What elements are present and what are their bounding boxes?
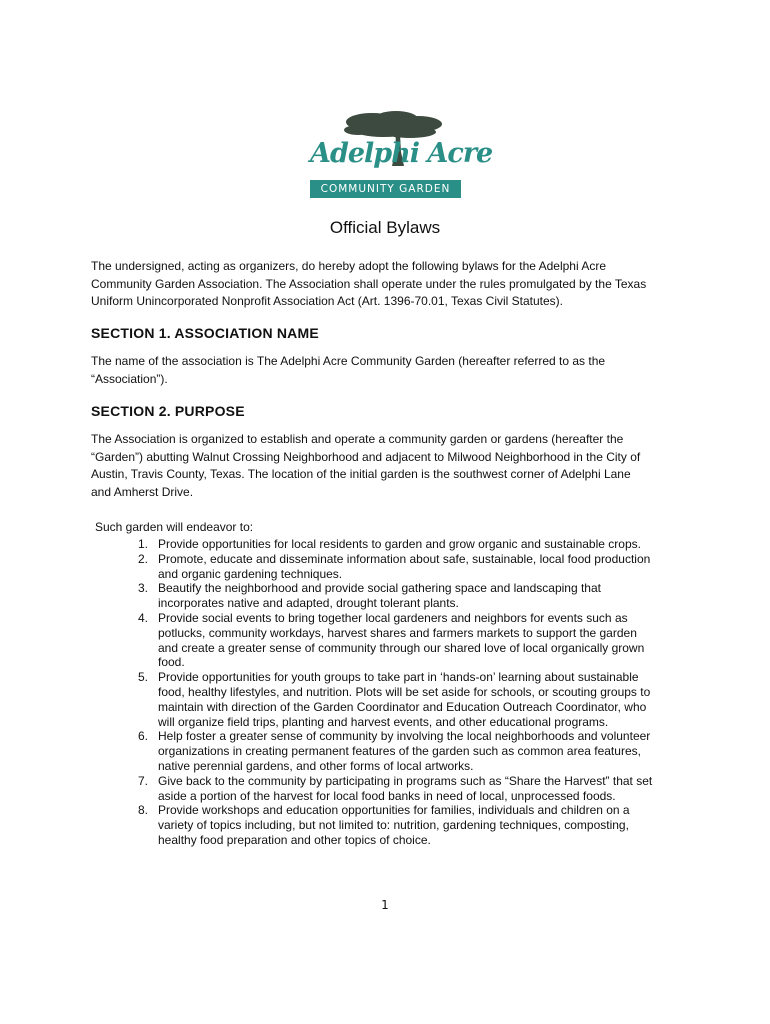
list-item-line: maintain with direction of the Garden Coordinator and Education Outreach Coordinator, who xyxy=(158,699,647,714)
list-item-line: Provide opportunities for youth groups to take part in ‘hands-on’ learning about sustainable xyxy=(158,670,639,685)
list-item-line: Promote, educate and disseminate information about safe, sustainable, local food production xyxy=(158,551,651,566)
list-item-number: 6. xyxy=(137,729,148,744)
list-item-line: potlucks, community workdays, harvest shares and farmers markets to support the garden xyxy=(158,625,637,640)
list-item-number: 5. xyxy=(137,670,148,685)
list-item-line: variety of topics including, but not limited to: nutrition, gardening techniques, composting, xyxy=(158,818,629,833)
list-item-line: healthy food preparation and other topics of choice. xyxy=(158,832,431,847)
list-item-number: 8. xyxy=(137,803,148,818)
section-2-line: and Amherst Drive. xyxy=(91,484,194,499)
list-item-line: and create a greater sense of community through our shared love of local organically grown xyxy=(158,640,645,655)
section-1-heading: SECTION 1. ASSOCIATION NAME xyxy=(91,325,319,341)
list-item xyxy=(0,611,770,670)
section-2-heading: SECTION 2. PURPOSE xyxy=(91,403,245,419)
document-title: Official Bylaws xyxy=(329,218,441,237)
list-item-text xyxy=(158,729,770,773)
list-item-line: aside a portion of the harvest for local food banks in need of local, unprocessed foods. xyxy=(158,788,616,803)
logo-banner: COMMUNITY GARDEN xyxy=(310,180,461,198)
list-intro: Such garden will endeavor to: xyxy=(95,520,254,534)
list-item-text xyxy=(158,670,770,729)
list-item-line: Give back to the community by participating in programs such as “Share the Harvest” that set xyxy=(158,773,653,788)
page-number: 1 xyxy=(381,898,389,912)
section-1-paragraph xyxy=(91,353,691,388)
intro-line: Community Garden Association. The Association shall operate under the rules promulgated by the Texas xyxy=(91,276,647,291)
section-2-line: The Association is organized to establish and operate a community garden or gardens (hereafter the xyxy=(91,432,624,446)
list-item-line: Beautify the neighborhood and provide social gathering space and landscaping that xyxy=(158,581,601,596)
list-item xyxy=(0,729,770,773)
logo-wordmark: Adelphi Acre xyxy=(310,138,493,169)
list-item-line: Help foster a greater sense of community by involving the local neighborhoods and volunteer xyxy=(158,729,651,744)
section-2-line: “Garden”) abutting Walnut Crossing Neighborhood and adjacent to Milwood Neighborhood in the City of xyxy=(91,449,641,464)
list-item-text xyxy=(158,803,770,847)
list-item xyxy=(0,581,770,611)
list-item xyxy=(0,774,770,804)
list-item-number: 1. xyxy=(137,537,148,551)
list-item-text xyxy=(158,774,770,804)
list-item-line: organizations in creating permanent features of the garden such as common area features, xyxy=(158,744,641,759)
list-item-line: will organize field trips, planting and harvest events, and other educational programs. xyxy=(158,714,609,729)
list-item xyxy=(0,552,770,582)
list-item-text xyxy=(158,581,770,611)
list-item xyxy=(0,670,770,729)
list-item-text xyxy=(158,537,770,552)
list-item-number: 7. xyxy=(137,773,148,788)
intro-paragraph xyxy=(91,258,691,311)
list-item-number: 4. xyxy=(137,610,148,625)
section-1-line: The name of the association is The Adelphi Acre Community Garden (hereafter referred to as the xyxy=(91,354,606,368)
section-2-line: Austin, Travis County, Texas. The location of the initial garden is the southwest corner of Adelphi Lane xyxy=(91,467,631,481)
intro-line: The undersigned, acting as organizers, do hereby adopt the following bylaws for the Adelphi Acre xyxy=(91,259,606,273)
list-item xyxy=(0,803,770,847)
list-item-number: 2. xyxy=(137,551,148,566)
list-item-line: food, healthy lifestyles, and nutrition. Plots will be set aside for schools, or scouting groups to xyxy=(158,684,651,699)
list-item-line: Provide social events to bring together local gardeners and neighbors for events such as xyxy=(158,610,628,625)
list-item-text xyxy=(158,552,770,582)
section-1-line: “Association”). xyxy=(91,371,168,386)
section-2-paragraph xyxy=(91,431,691,501)
list-item-line: Provide workshops and education opportunities for families, individuals and children on a xyxy=(158,803,630,818)
list-item-line: Provide opportunities for local residents to garden and grow organic and sustainable crops. xyxy=(158,537,641,551)
list-item-text xyxy=(158,611,770,670)
list-item-number: 3. xyxy=(137,581,148,596)
intro-line: Uniform Unincorporated Nonprofit Association Act (Art. 1396-70.01, Texas Civil Statutes). xyxy=(91,294,564,308)
list-item xyxy=(0,537,770,552)
list-item-line: incorporates native and adapted, drought tolerant plants. xyxy=(158,596,459,611)
list-item-line: food. xyxy=(158,655,185,670)
adelphi-acre-logo xyxy=(300,108,493,200)
list-item-line: native perennial gardens, and other forms of local artworks. xyxy=(158,758,474,773)
list-item-line: and organic gardening techniques. xyxy=(158,566,343,581)
purpose-list xyxy=(0,537,770,848)
